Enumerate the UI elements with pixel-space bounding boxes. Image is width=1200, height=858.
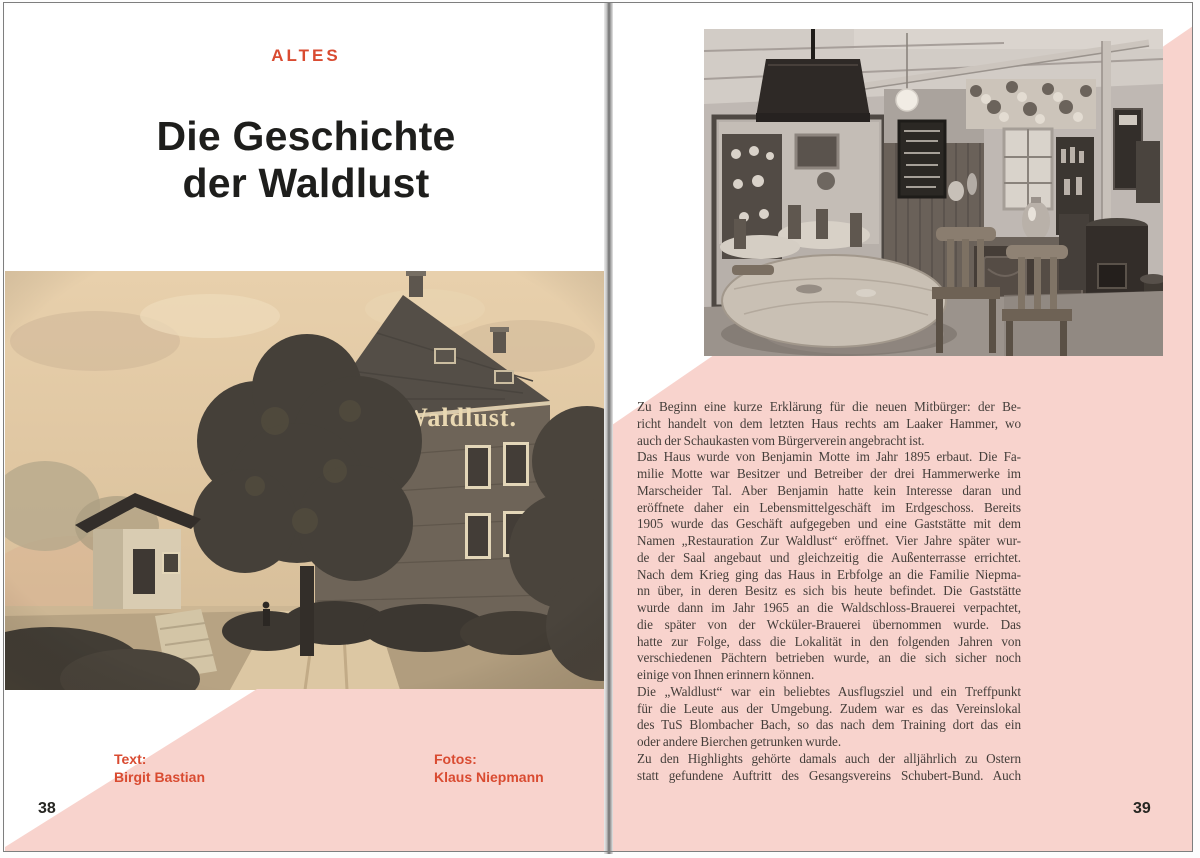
body-line: für die Leute aus der Umgebung. Zudem war es das Vereinslokal: [637, 700, 1021, 716]
interior-photo: [704, 29, 1163, 356]
body-line: Nach dem Krieg ging das Haus in Erbfolge an die Familie Niepma-: [637, 566, 1021, 582]
body-line: Zu den Highlights gehörte damals auch der alljährlich zu Ostern: [637, 750, 1021, 766]
credit-text-name: Birgit Bastian: [114, 768, 206, 785]
body-line: Die „Waldlust“ war ein beliebtes Ausflugsziel und ein Treffpunkt: [637, 683, 1021, 699]
body-line: hatte zur Folge, dass die Lokalität in den folgenden Jahren von: [637, 633, 1021, 649]
credit-text: [114, 751, 205, 786]
page-number-right: 39: [1133, 800, 1151, 817]
body-line: auch der Schaukasten vom Bürgerverein angebracht ist.: [637, 432, 925, 448]
body-line: oder andere Bierchen getrunken wurde.: [637, 734, 842, 749]
credit-photos: [434, 751, 544, 786]
body-line: richt handelt von dem letzten Haus rechts am Laaker Hammer, wo: [637, 415, 1021, 431]
body-line: de der Saal angebaut und gleichzeitig die Außenterrasse errichtet.: [637, 549, 1021, 565]
credit-text-label: Text:: [114, 751, 147, 767]
body-line: wurde dann im Jahr 1965 an die Waldschloss-Brauerei verpachtet,: [637, 600, 1021, 615]
right-page: [612, 5, 1193, 852]
body-line: Zu Beginn eine kurze Erklärung für die neuen Mitbürger: der Be-: [637, 399, 1021, 414]
body-line: statt gefundene Auftritt des Gesangsvereins Schubert-Bund. Auch: [637, 767, 1021, 783]
body-line: 1905 wurde das Geschäft aufgegeben und eine Gaststätte mit dem: [637, 516, 1021, 532]
body-line: des TuS Blombacher Bach, so das nach dem Training dort das ein: [637, 717, 1021, 733]
body-line: die später von der Wcküler-Brauerei übernommen wurde. Das: [637, 616, 1021, 632]
house-photo: [5, 271, 607, 690]
page-number-left: 38: [38, 800, 56, 817]
body-line: eröffnete daher ein Lebensmittelgeschäft im Erdgeschoss. Bereits: [637, 499, 1021, 515]
page-gutter: [604, 3, 613, 854]
title-line-2: der Waldlust: [182, 160, 430, 206]
body-line: Marscheider Tal. Aber Benjamin hatte kein Interesse daran und: [637, 482, 1021, 498]
body-line: verschiedenen Pächtern betrieben wurde, an die sich sicher noch: [637, 650, 1021, 666]
body-line: milie Motte war Besitzer und Betreiber der drei Hammerwerke im: [637, 466, 1021, 481]
body-line: Das Haus wurde von Benjamin Motte im Jahr 1895 erbaut. Die Fa-: [637, 449, 1021, 465]
body-text: [637, 399, 1021, 784]
credit-photos-label: Fotos:: [434, 751, 477, 767]
left-page: [5, 5, 607, 852]
credit-photos-name: Klaus Niepmann: [434, 768, 544, 785]
kicker: ALTES: [271, 46, 341, 65]
page-title: [5, 113, 607, 207]
title-line-1: Die Geschichte: [156, 113, 456, 159]
body-line: einige von Ihnen erinnern können.: [637, 667, 815, 682]
body-line: nn über, in deren Besitz es sich bis heute befindet. Die Gaststätte: [637, 583, 1021, 599]
body-line: Namen „Restauration Zur Waldlust“ eröffnet. Vier Jahre später wur-: [637, 533, 1021, 548]
